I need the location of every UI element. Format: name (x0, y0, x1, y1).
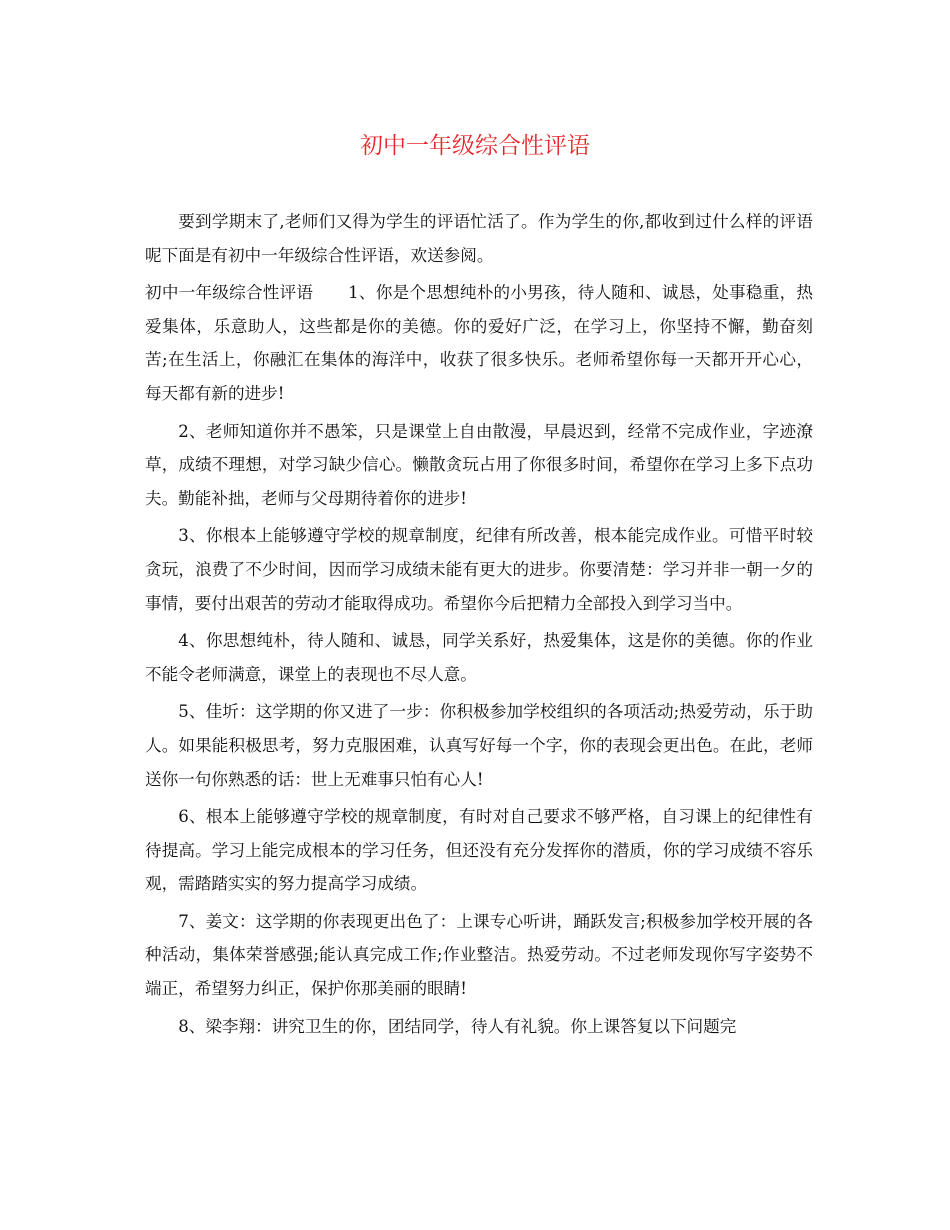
comment-paragraph-3: 3、你根本上能够遵守学校的规章制度，纪律有所改善，根本能完成作业。可惜平时较贪玩，浪费了不少时间，因而学习成绩未能有更大的进步。你要清楚：学习并非一朝一夕的事情，要付出艰苦的劳动才能取得成功。希望你今后把精力全部投入到学习当中。 (145, 526, 813, 613)
document-body (145, 205, 813, 1043)
comment-1-text: 1、你是个思想纯朴的小男孩，待人随和、诚恳，处事稳重，热爱集体，乐意助人，这些都是你的美德。你的爱好广泛，在学习上，你坚持不懈，勤奋刻苦;在生活上，你融汇在集体的海洋中，收获了很多快乐。老师希望你每一天都开开心心，每天都有新的进步! (145, 283, 813, 403)
comment-paragraph-6: 6、根本上能够遵守学校的规章制度，有时对自己要求不够严格，自习课上的纪律性有待提高。学习上能完成根本的学习任务，但还没有充分发挥你的潜质，你的学习成绩不容乐观，需踏踏实实的努力提高学习成绩。 (145, 807, 813, 894)
comment-paragraph-2: 2、老师知道你并不愚笨，只是课堂上自由散漫，早晨迟到，经常不完成作业，字迹潦草，成绩不理想，对学习缺少信心。懒散贪玩占用了你很多时间，希望你在学习上多下点功夫。勤能补拙，老师与父母期待着你的进步! (145, 421, 813, 508)
section-heading: 初中一年级综合性评语 (145, 283, 314, 303)
comment-paragraph-7: 7、姜文：这学期的你表现更出色了：上课专心听讲，踊跃发言;积极参加学校开展的各种活动，集体荣誉感强;能认真完成工作;作业整洁。热爱劳动。不过老师发现你写字姿势不端正，希望努力纠正，保护你那美丽的眼睛! (145, 911, 813, 999)
document-title: 初中一年级综合性评语 (360, 133, 590, 159)
intro-paragraph: 要到学期末了,老师们又得为学生的评语忙活了。作为学生的你,都收到过什么样的评语呢下面是有初中一年级综合性评语，欢送参阅。 (145, 212, 813, 265)
comment-paragraph-5: 5、佳圻：这学期的你又进了一步：你积极参加学校组织的各项活动;热爱劳动，乐于助人。如果能积极思考，努力克服困难，认真写好每一个字，你的表现会更出色。在此，老师送你一句你熟悉的话：世上无难事只怕有心人! (145, 702, 813, 789)
comment-paragraph-4: 4、你思想纯朴，待人随和、诚恳，同学关系好，热爱集体，这是你的美德。你的作业不能令老师满意，课堂上的表现也不尽人意。 (145, 631, 813, 684)
comment-paragraph-1 (145, 276, 813, 410)
comment-paragraph-8: 8、梁李翔：讲究卫生的你，团结同学，待人有礼貌。你上课答复以下问题完 (178, 1016, 737, 1036)
